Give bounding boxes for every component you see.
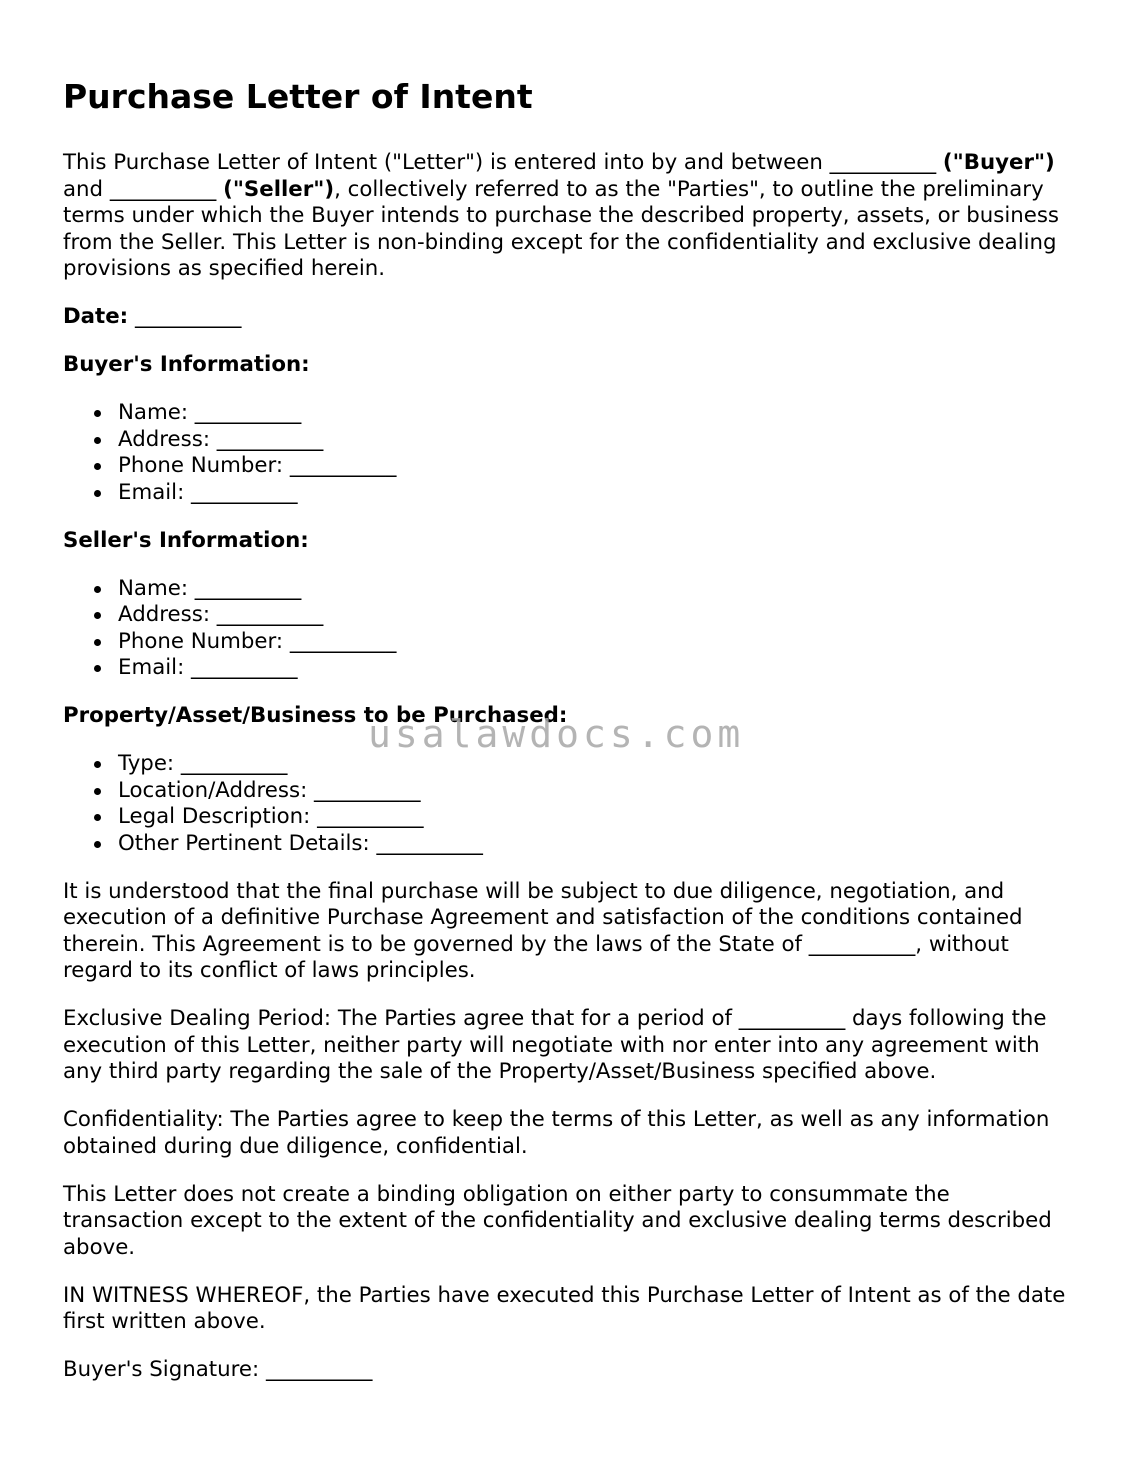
exclusive-dealing-paragraph: Exclusive Dealing Period: The Parties agree that for a period of __________ days following the execution of this Letter, neither party will negotiate with nor enter into any agreement with any third party regarding the sale of the Property/Asset/Business specified above. — [63, 1006, 1047, 1084]
watermark: usalawdocs.com — [368, 712, 745, 756]
seller-phone-item: Phone Number: __________ — [118, 629, 1073, 656]
buyer-signature-line: Buyer's Signature: __________ — [63, 1357, 373, 1382]
date-label: Date: — [63, 304, 129, 329]
intro-text-3: , collectively referred to as the "Parties", to outline the preliminary terms under which the Buyer intends to purchase the described property, assets, or business from the Seller. This Letter is non-binding except for the confidentiality and exclusive dealing provisions as specified herein. — [63, 176, 1060, 281]
seller-info-list — [63, 576, 1073, 682]
date-value: __________ — [128, 304, 242, 329]
buyer-email-item: Email: __________ — [118, 480, 1073, 507]
buyer-info-list — [63, 400, 1073, 506]
buyer-phone-item: Phone Number: __________ — [118, 453, 1073, 480]
seller-name-item: Name: __________ — [118, 576, 1073, 603]
confidentiality-paragraph: Confidentiality: The Parties agree to keep the terms of this Letter, as well as any information obtained during due diligence, confidential. — [63, 1107, 1050, 1159]
document-title: Purchase Letter of Intent — [63, 77, 533, 116]
seller-info-heading: Seller's Information: — [63, 527, 309, 553]
property-legal-description-item: Legal Description: __________ — [118, 804, 1073, 831]
seller-address-item: Address: __________ — [118, 602, 1073, 629]
witness-paragraph: IN WITNESS WHEREOF, the Parties have executed this Purchase Letter of Intent as of the date first written above. — [63, 1282, 1066, 1334]
property-other-details-item: Other Pertinent Details: __________ — [118, 831, 1073, 858]
property-list — [63, 751, 1073, 857]
date-line — [63, 304, 1073, 331]
non-binding-paragraph: This Letter does not create a binding obligation on either party to consummate the transaction except to the extent of the confidentiality and exclusive dealing terms described above. — [63, 1181, 1052, 1260]
property-location-item: Location/Address: __________ — [118, 778, 1073, 805]
intro-text-2: and __________ — [63, 176, 224, 202]
property-heading: Property/Asset/Business to be Purchased: — [63, 703, 568, 728]
buyer-label: ("Buyer") — [942, 150, 1055, 175]
seller-email-item: Email: __________ — [118, 655, 1073, 682]
property-type-item: Type: __________ — [118, 751, 1073, 778]
buyer-address-item: Address: __________ — [118, 427, 1073, 454]
intro-paragraph — [63, 150, 1073, 283]
seller-label: ("Seller") — [223, 176, 335, 202]
buyer-name-item: Name: __________ — [118, 400, 1073, 427]
buyer-info-heading: Buyer's Information: — [63, 352, 310, 377]
intro-text-1: This Purchase Letter of Intent ("Letter") is entered into by and between __________ — [63, 150, 943, 175]
due-diligence-paragraph: It is understood that the final purchase will be subject to due diligence, negotiation, and execution of a definitive Purchase Agreement and satisfaction of the conditions contained therein. This Agreement is to be governed by the laws of the State of __________, without regard to its conflict of laws principles. — [63, 878, 1023, 983]
